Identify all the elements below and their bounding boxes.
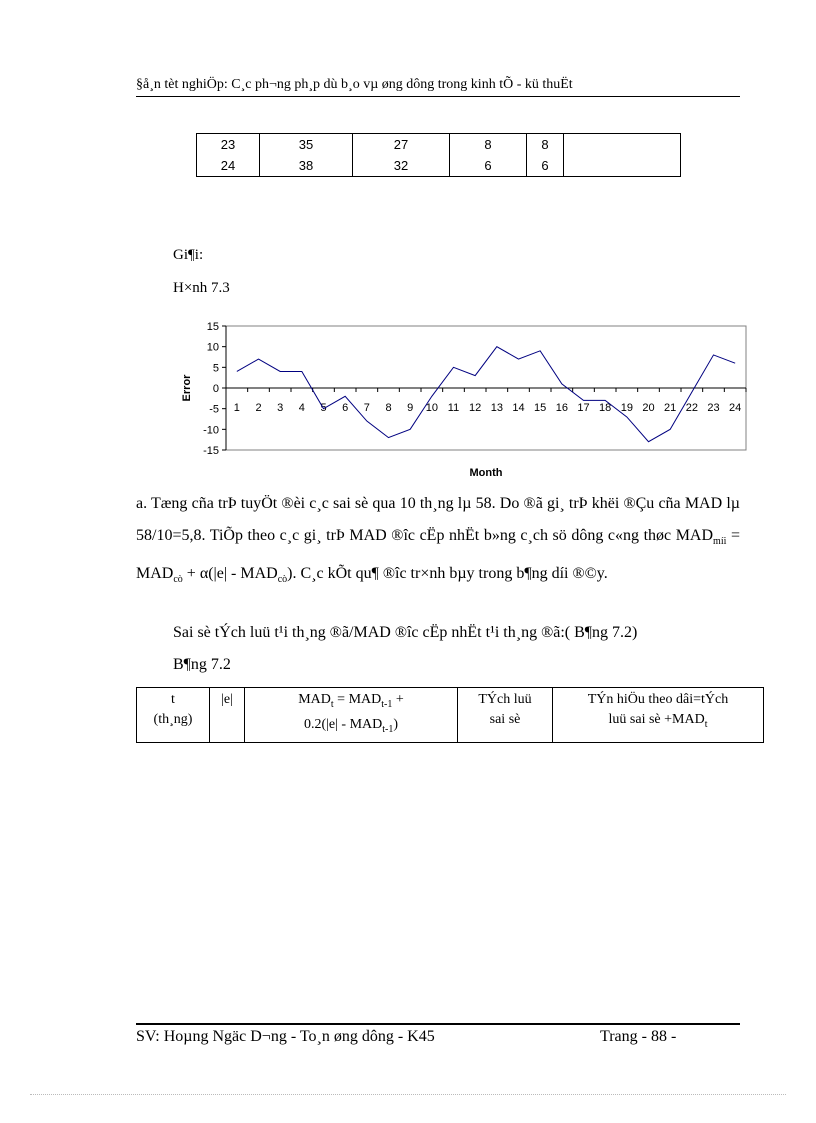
y-tick-label: -5 xyxy=(209,403,219,416)
top-data-table xyxy=(196,133,681,177)
x-tick-label: 4 xyxy=(298,402,305,414)
mad-text: = MAD xyxy=(333,692,382,707)
col-header-t xyxy=(137,688,210,743)
table-label: B¶ng 7.2 xyxy=(173,656,231,673)
paragraph-a-eq: = MAD xyxy=(136,527,740,583)
table-cell: 6 xyxy=(527,155,564,177)
paragraph-a-tail: ). C¸c kÕt qu¶ ®îc tr×nh bµy trong b¶ng díi ®©y. xyxy=(287,565,608,583)
x-tick-label: 6 xyxy=(342,402,349,414)
col-header-tracking-signal xyxy=(553,688,764,743)
x-axis-label: Month xyxy=(469,467,503,479)
table-header-row xyxy=(137,688,764,743)
subscript-old: cò xyxy=(173,574,183,586)
table-cell: 38 xyxy=(260,155,353,177)
col-header-cumulative xyxy=(458,688,553,743)
page-edge-rule xyxy=(30,1094,786,1095)
header-rule xyxy=(136,96,740,97)
x-tick-label: 18 xyxy=(599,402,612,414)
x-tick-label: 11 xyxy=(447,402,460,414)
table-cell xyxy=(564,155,681,177)
x-tick-label: 20 xyxy=(642,402,655,414)
y-tick-label: -10 xyxy=(203,424,219,437)
cum-line1: TÝch luü xyxy=(478,692,532,707)
y-tick-label: 15 xyxy=(206,321,219,333)
page-header: §å¸n tèt nghiÖp: C¸c ph¬ng ph¸p dù b¸o vµ øng dông trong kinh tÕ - kü thuËt xyxy=(136,77,573,92)
mad-sub: t-1 xyxy=(382,723,394,735)
table-cell: 8 xyxy=(527,134,564,156)
col-header-mad xyxy=(245,688,458,743)
col-header-t-line2: (th¸ng) xyxy=(153,712,193,727)
paragraph-a-formula: + α(|e| - MAD xyxy=(182,565,278,583)
cum-line2: sai sè xyxy=(489,712,521,727)
subscript-old-2: cò xyxy=(277,574,288,586)
x-tick-label: 1 xyxy=(233,402,240,414)
table-cell: 27 xyxy=(353,134,450,156)
x-tick-label: 9 xyxy=(407,402,414,414)
table-cell xyxy=(564,134,681,156)
x-tick-label: 12 xyxy=(469,402,482,414)
table-cell: 32 xyxy=(353,155,450,177)
table-cell: 35 xyxy=(260,134,353,156)
mad-sub: t-1 xyxy=(381,698,393,710)
mad-text: + xyxy=(392,692,404,707)
x-tick-label: 16 xyxy=(555,402,568,414)
paragraph-a-text: a. Tæng cña trÞ tuyÖt ®èi c¸c sai sè qua 10 th¸ng lµ 58. Do ®ã gi¸ trÞ khëi ®Çu cña MAD lµ 58/10=5,8. TiÕp theo c¸c gi¸ trÞ MAD ®îc cËp nhËt b»ng c¸ch sö dông c«ng thøc MAD xyxy=(136,495,740,544)
x-tick-label: 7 xyxy=(363,402,370,414)
x-tick-label: 10 xyxy=(425,402,438,414)
mad-table xyxy=(136,687,764,743)
x-tick-label: 24 xyxy=(729,402,742,414)
footer-rule xyxy=(136,1023,740,1025)
table-cell: 23 xyxy=(197,134,260,156)
y-axis-label: Error xyxy=(181,374,193,402)
table-row xyxy=(197,155,681,177)
col-header-e: |e| xyxy=(210,688,245,743)
mad-text: 0.2(|e| - MAD xyxy=(303,716,383,732)
solution-label: Gi¶i: xyxy=(173,247,204,263)
sig-line1: TÝn hiÖu theo dâi=tÝch xyxy=(587,692,729,707)
figure-label: H×nh 7.3 xyxy=(173,280,230,296)
x-tick-label: 13 xyxy=(490,402,503,414)
x-tick-label: 21 xyxy=(664,402,677,414)
sig-line2: luü sai sè +MAD xyxy=(608,712,705,727)
y-tick-label: 5 xyxy=(212,362,219,375)
x-tick-label: 22 xyxy=(685,402,698,414)
table-row xyxy=(197,134,681,156)
y-tick-label: 0 xyxy=(212,383,219,395)
y-tick-label: -15 xyxy=(203,445,219,457)
col-header-t-line1: t xyxy=(171,692,175,707)
mad-text: MAD xyxy=(298,692,331,707)
x-tick-label: 19 xyxy=(620,402,633,414)
paragraph-a xyxy=(136,488,740,596)
mad-sub: t xyxy=(330,698,334,710)
x-tick-label: 15 xyxy=(534,402,547,414)
y-tick-label: 10 xyxy=(206,341,219,354)
subscript-new: míi xyxy=(713,536,727,548)
paragraph-b: Sai sè tÝch luü t¹i th¸ng ®ã/MAD ®îc cËp nhËt t¹i th¸ng ®ã:( B¶ng 7.2) xyxy=(173,624,638,641)
table-cell: 24 xyxy=(197,155,260,177)
x-tick-label: 5 xyxy=(320,402,327,414)
x-tick-label: 17 xyxy=(577,402,590,414)
footer-author: SV: Hoµng Ngäc D¬ng - To¸n øng dông - K45 xyxy=(136,1028,435,1045)
table-cell: 6 xyxy=(450,155,527,177)
x-tick-label: 3 xyxy=(277,402,284,414)
table-cell: 8 xyxy=(450,134,527,156)
error-line-chart xyxy=(176,318,748,484)
x-tick-label: 8 xyxy=(385,402,392,414)
x-tick-label: 2 xyxy=(255,402,262,414)
x-tick-label: 23 xyxy=(707,402,720,414)
mad-text: ) xyxy=(393,716,399,732)
footer-page-number: Trang - 88 - xyxy=(600,1028,677,1045)
sig-sub: t xyxy=(704,718,708,730)
x-tick-label: 14 xyxy=(512,402,525,414)
